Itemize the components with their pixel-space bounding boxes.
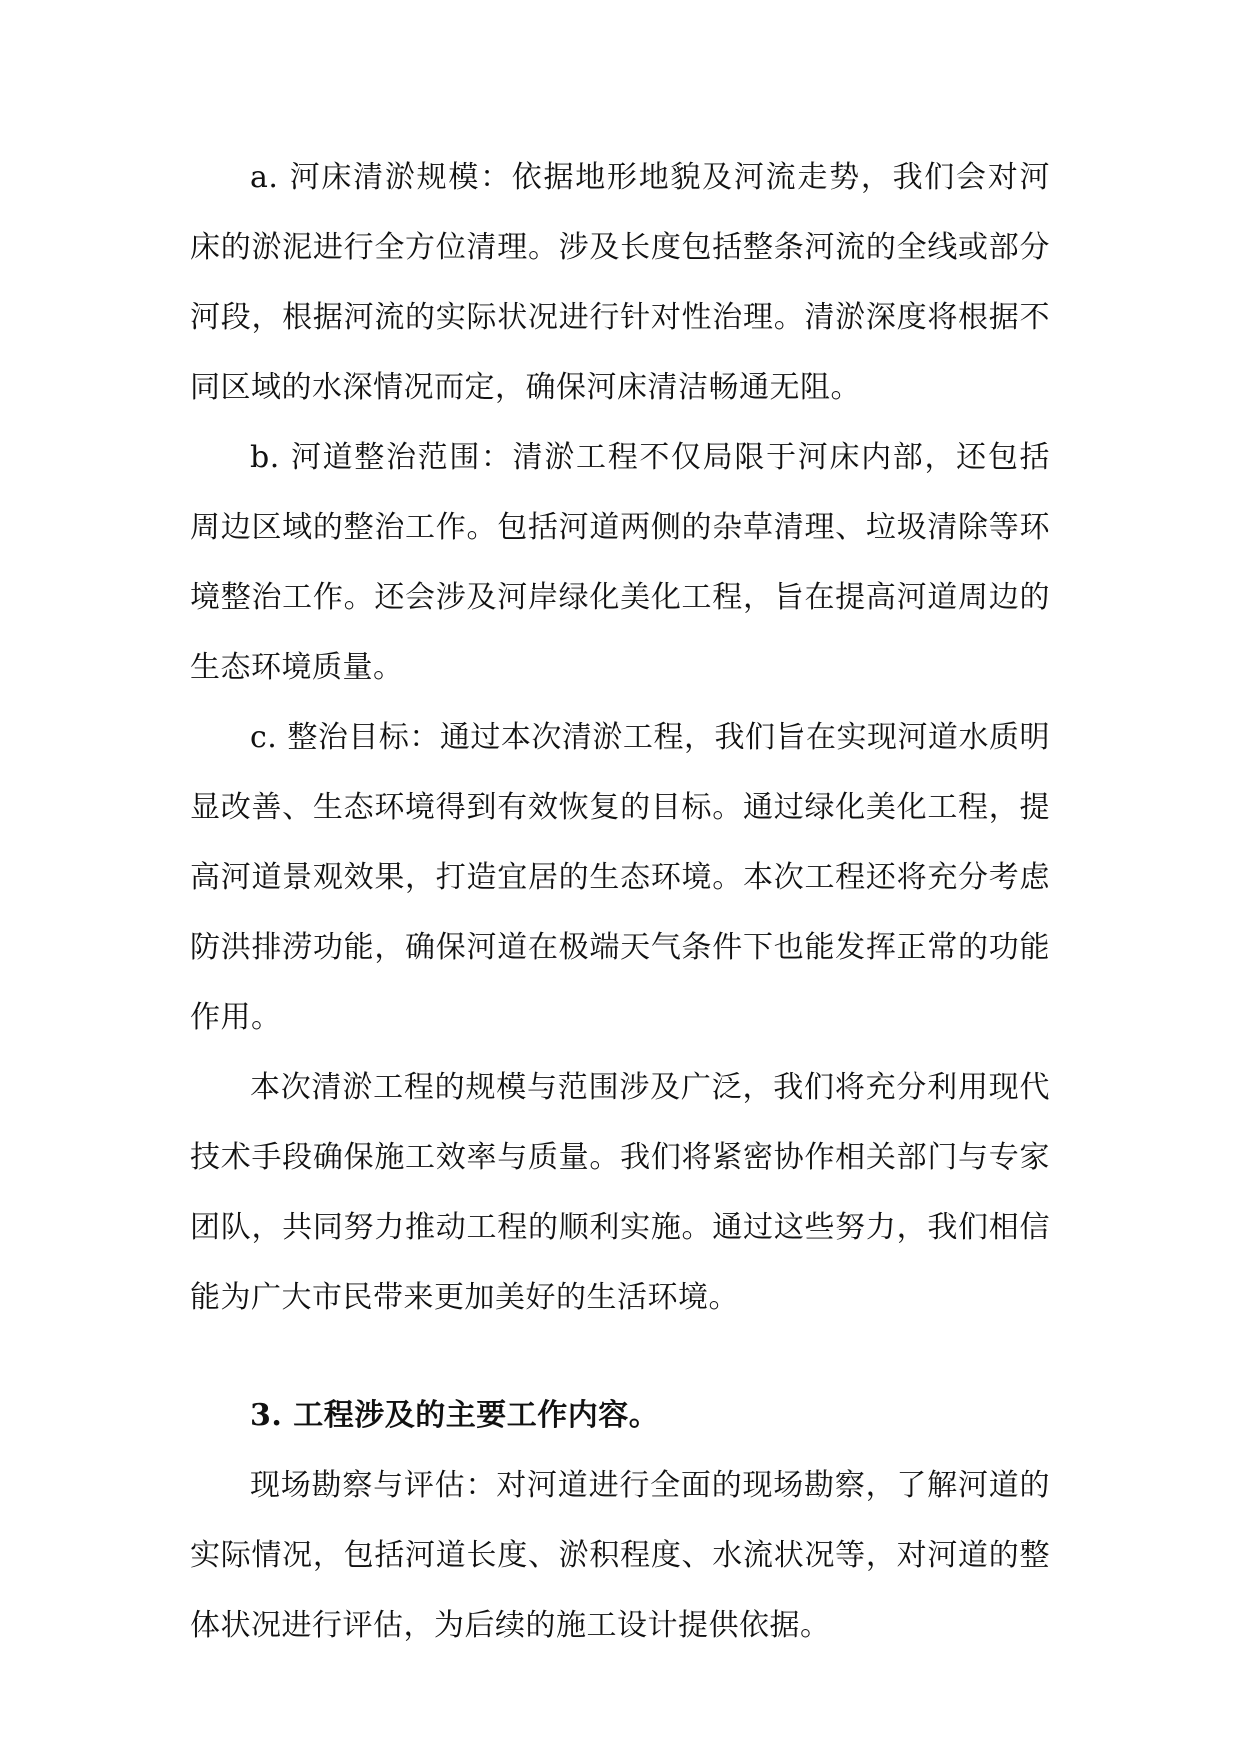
paragraph-riverbed-dredging-scale: a. 河床清淤规模：依据地形地貌及河流走势，我们会对河床的淤泥进行全方位清理。涉及长度包括整条河流的全线或部分河段，根据河流的实际状况进行针对性治理。清淤深度将根据不同区域的水深情况而定，确保河床清洁畅通无阻。 (190, 160, 1050, 405)
paragraph-river-remediation-scope: b. 河道整治范围：清淤工程不仅局限于河床内部，还包括周边区域的整治工作。包括河道两侧的杂草清理、垃圾清除等环境整治工作。还会涉及河岸绿化美化工程，旨在提高河道周边的生态环境质量。 (190, 440, 1050, 685)
section-heading-main-work: 3. 工程涉及的主要工作内容。 (250, 1398, 660, 1433)
paragraph-project-summary: 本次清淤工程的规模与范围涉及广泛，我们将充分利用现代技术手段确保施工效率与质量。我们将紧密协作相关部门与专家团队，共同努力推动工程的顺利实施。通过这些努力，我们相信能为广大市民带来更加美好的生活环境。 (190, 1070, 1050, 1315)
paragraph-remediation-goals: c. 整治目标：通过本次清淤工程，我们旨在实现河道水质明显改善、生态环境得到有效恢复的目标。通过绿化美化工程，提高河道景观效果，打造宜居的生态环境。本次工程还将充分考虑防洪排涝功能，确保河道在极端天气条件下也能发挥正常的功能作用。 (190, 720, 1050, 1035)
document-body (190, 143, 1050, 1661)
paragraph-site-survey: 现场勘察与评估：对河道进行全面的现场勘察，了解河道的实际情况，包括河道长度、淤积程度、水流状况等，对河道的整体状况进行评估，为后续的施工设计提供依据。 (190, 1468, 1050, 1643)
